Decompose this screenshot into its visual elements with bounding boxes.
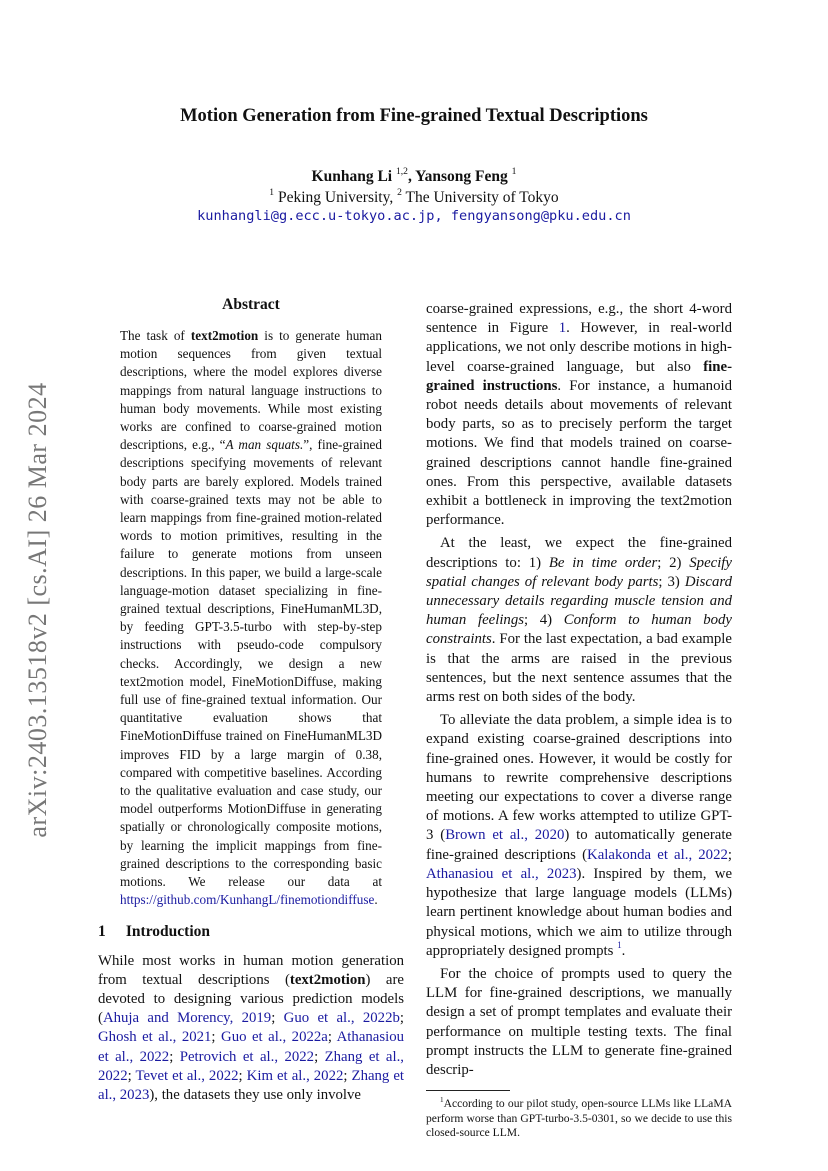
- author-affiliation-mark: 1,2: [395, 165, 408, 177]
- text-run: ;: [127, 1067, 136, 1084]
- author-name: Yansong Feng: [415, 168, 508, 185]
- italic-phrase: Discard unnecessary details regarding muscle tension and human feelings: [426, 573, 732, 629]
- right-column: [426, 300, 732, 1141]
- affiliation-name: The University of Tokyo: [405, 189, 559, 206]
- citation-link[interactable]: Zhang et al., 2022: [98, 1048, 404, 1084]
- body-paragraph: [426, 300, 732, 530]
- citation-link[interactable]: 1: [558, 320, 567, 337]
- text-run: At the least, we expect the fine-grained descriptions to: 1): [426, 535, 732, 571]
- citation-link[interactable]: Brown et al., 2020: [445, 827, 565, 844]
- text-run: . However, in real-world applications, we not only describe motions in high-level coarse-grained language, but also: [426, 320, 732, 375]
- bold-term: fine-grained instructions: [426, 358, 732, 394]
- body-paragraph: [426, 711, 732, 961]
- text-run: For the choice of prompts used to query the LLM for fine-grained descriptions, we manually design a set of prompt templates and evaluate their performance on multiple testing texts. The final prompt instructs the LLM to generate fine-grained descrip-: [426, 965, 732, 1078]
- text-run: According to our pilot study, open-source LLMs like LLaMA perform worse than GPT-turbo-3.5-0301, so we decide to use this closed-source LLM.: [426, 1097, 732, 1140]
- text-run: ;: [327, 1029, 337, 1046]
- affiliation-name: Peking University: [277, 189, 390, 206]
- text-run: .: [374, 892, 378, 908]
- citation-link[interactable]: Athanasiou et al., 2022: [98, 1029, 405, 1065]
- text-run: To alleviate the data problem, a simple idea is to expand existing coarse-grained descriptions into fine-grained ones. However, it would be costly for humans to rewrite comprehensive descriptions meeting our expectations to cover a diverse range of motions. A few works attempted to utilize GPT-3 (: [426, 712, 732, 844]
- citation-link[interactable]: Guo et al., 2022a: [221, 1029, 328, 1046]
- intro-paragraph: [98, 952, 404, 1106]
- text-run: While most works in human motion generation from textual descriptions (: [98, 952, 404, 988]
- text-run: ) are devoted to designing various prediction models (: [98, 971, 404, 1027]
- abstract-heading: Abstract: [222, 296, 280, 313]
- text-run: ;: [399, 1010, 404, 1027]
- citation-link[interactable]: Ahuja and Morency, 2019: [102, 1010, 272, 1027]
- citation-link[interactable]: Zhang et al., 2023: [98, 1067, 405, 1103]
- citation-link[interactable]: Kim et al., 2022: [246, 1067, 344, 1084]
- text-run: ; 4): [523, 612, 564, 629]
- text-run: ;: [238, 1067, 247, 1084]
- citation-link[interactable]: Guo et al., 2022b: [283, 1010, 400, 1027]
- affiliation-list: $^1$ Peking University, $^2$ The University of Tokyo: [269, 186, 559, 206]
- text-run: . For instance, a humanoid robot needs details about movements of relevant body parts, so as to precisely perform the target motions. We find that models trained on coarse-grained descriptions cannot handle fine-grained ones. From this perspective, available datasets exhibit a bottleneck in improving the text2motion performance.: [426, 377, 732, 529]
- text-run: ;: [271, 1010, 284, 1027]
- text-run: ;: [169, 1048, 180, 1065]
- arxiv-stamp: [18, 370, 58, 850]
- body-paragraph: [426, 965, 732, 1080]
- text-run: 1: [440, 1095, 444, 1104]
- italic-phrase: Conform to human body constraints: [426, 612, 732, 648]
- text-run: ; 2): [657, 554, 690, 571]
- text-run: ;: [343, 1067, 352, 1084]
- text-run: The task of: [120, 328, 191, 343]
- italic-phrase: Be in time order: [548, 554, 658, 571]
- citation-link[interactable]: Athanasiou et al., 2023: [426, 865, 577, 882]
- text-run: coarse-grained expressions, e.g., the short 4-word sentence in Figure: [426, 301, 732, 337]
- arxiv-identifier: arXiv:2403.13518v2 [cs.AI] 26 Mar 2024: [23, 382, 52, 838]
- citation-link[interactable]: Kalakonda et al., 2022: [587, 846, 728, 863]
- citation-link[interactable]: Petrovich et al., 2022: [179, 1048, 315, 1065]
- text-run: ;: [211, 1029, 222, 1046]
- text-run: ;: [727, 846, 732, 863]
- author-list: Kunhang Li $^{1,2}$, Yansong Feng $^1$: [311, 165, 517, 185]
- email-link[interactable]: kunhangli@g.ecc.u-tokyo.ac.jp: [197, 208, 435, 224]
- left-column: [98, 296, 404, 1105]
- text-run: ”, fine-grained descriptions specifying movements of relevant body parts are barely explored. Models trained with coarse-grained texts may not be able to learn mappings from fine-grained motion-related words to motion primitives, resulting in the failure to generate motions from unseen descriptions. In this paper, we build a large-scale language-motion dataset specializing in fine-grained textual descriptions, FineHumanML3D, by feeding GPT-3.5-turbo with step-by-step instructions with pseudo-code compulsory checks. Accordingly, we design a new text2motion model, FineMotionDiffuse, making full use of fine-grained textual information. Our quantitative evaluation shows that FineMotionDiffuse trained on FineHumanML3D improves FID by a large margin of 0.38, compared with competitive baselines. According to the qualitative evaluation and case study, our model outperforms MotionDiffuse in generating spatially or chronologically composite motions, by learning the implicit mappings from fine-grained descriptions to the corresponding basic motions. We release our data at: [120, 437, 382, 890]
- citation-link[interactable]: Tevet et al., 2022: [135, 1067, 239, 1084]
- text-run: ), the datasets they use only involve: [149, 1086, 362, 1103]
- italic-phrase: Specify spatial changes of relevant body parts: [426, 554, 732, 590]
- text-run: ; 3): [658, 573, 685, 590]
- citation-link[interactable]: https://github.com/KunhangL/finemotiondiffuse: [120, 892, 375, 908]
- text-run: .: [621, 942, 626, 959]
- text-run: . For the last expectation, a bad example is that the arms are raised in the previous sentences, but the next sentence assumes that the arms rest on both sides of the body.: [426, 631, 732, 706]
- section-heading: [98, 923, 404, 941]
- affiliation-mark: 1: [269, 186, 275, 198]
- paper-title: Motion Generation from Fine-grained Textual Descriptions: [180, 106, 648, 126]
- text-run: is to generate human motion sequences from given textual descriptions, where the model explores diverse mappings from natural language instructions to human body movements. While most existing works are confined to coarse-grained motion descriptions, e.g., “: [120, 328, 383, 453]
- author-name: Kunhang Li: [311, 168, 393, 185]
- abstract-text: [120, 327, 382, 910]
- section-title: Introduction: [125, 922, 210, 940]
- italic-phrase: A man squats.: [225, 437, 304, 453]
- section-number: 1: [98, 922, 106, 940]
- affiliation-mark: 2: [397, 186, 402, 198]
- author-affiliation-mark: 1: [511, 165, 517, 177]
- bold-term: text2motion: [289, 971, 366, 988]
- email-link[interactable]: fengyansong@pku.edu.cn: [450, 208, 631, 224]
- citation-link[interactable]: Ghosh et al., 2021: [98, 1029, 212, 1046]
- body-paragraph: [426, 534, 732, 707]
- bold-term: text2motion: [190, 328, 259, 343]
- text-run: ) to automatically generate fine-grained descriptions (: [426, 827, 733, 863]
- email-list: kunhangli@g.ecc.u-tokyo.ac.jp, fengyansong@pku.edu.cn: [197, 208, 631, 224]
- footnote: [426, 1097, 732, 1141]
- citation-link[interactable]: 1: [617, 939, 622, 950]
- text-run: ;: [314, 1048, 325, 1065]
- footnote-divider: [426, 1090, 510, 1091]
- text-run: ). Inspired by them, we hypothesize that large language models (LLMs) learn pertinent knowledge about human bodies and physical motions, which we aim to utilize through appropriately designed prompts: [426, 865, 733, 959]
